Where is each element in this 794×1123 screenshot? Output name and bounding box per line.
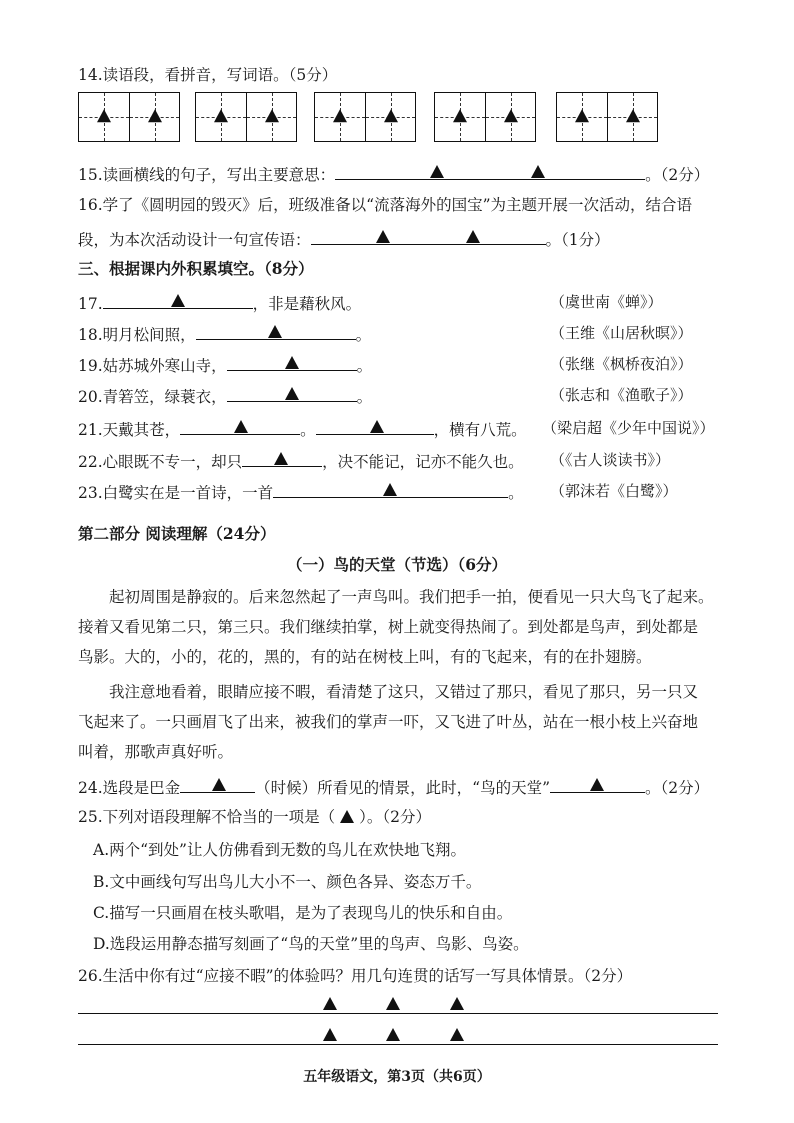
passage-line: 鸟影。大的，小的，花的，黑的，有的站在树枝上叫，有的飞起来，有的在扑翅膀。 bbox=[78, 648, 652, 666]
q15-text: 15.读画横线的句子，写出主要意思： bbox=[78, 166, 336, 184]
passage-title: （一）鸟的天堂（节选）（6分） bbox=[286, 555, 508, 574]
q22-question bbox=[78, 448, 524, 473]
word-box-1[interactable] bbox=[78, 92, 180, 142]
answer-triangle-icon bbox=[450, 1028, 464, 1041]
q23-end: 。 bbox=[508, 484, 524, 502]
char-cell[interactable] bbox=[557, 93, 607, 141]
q20-text: 20.青箬笠，绿蓑衣， bbox=[78, 388, 227, 406]
answer-triangle-icon bbox=[626, 109, 640, 122]
q19-source: （张继《枫桥夜泊》） bbox=[550, 355, 693, 373]
q19-end: 。 bbox=[356, 357, 373, 375]
char-cell[interactable] bbox=[365, 93, 415, 141]
answer-triangle-icon bbox=[376, 230, 390, 243]
q23-answer-blank[interactable] bbox=[273, 479, 508, 498]
char-cell[interactable] bbox=[435, 93, 485, 141]
answer-triangle-icon bbox=[531, 165, 545, 178]
answer-triangle-icon bbox=[333, 109, 347, 122]
q24-question bbox=[78, 774, 709, 799]
q24-answer-blank-1[interactable] bbox=[180, 774, 255, 793]
answer-triangle-icon bbox=[323, 1028, 337, 1041]
q25-option-b[interactable]: B.文中画线句写出鸟儿大小不一、颜色各异、姿态万千。 bbox=[93, 873, 482, 891]
q20-source: （张志和《渔歌子》） bbox=[550, 386, 693, 404]
char-cell[interactable] bbox=[485, 93, 535, 141]
word-box-3[interactable] bbox=[314, 92, 416, 142]
q24-text: 24.选段是巴金 bbox=[78, 779, 181, 797]
answer-triangle-icon bbox=[504, 109, 518, 122]
char-cell[interactable] bbox=[607, 93, 657, 141]
q23-text: 23.白鹭实在是一首诗，一首 bbox=[78, 484, 274, 502]
answer-triangle-icon bbox=[383, 483, 397, 496]
q25-option-a[interactable]: A.两个“到处”让人仿佛看到无数的鸟儿在欢快地飞翔。 bbox=[93, 841, 466, 859]
q20-question bbox=[78, 383, 372, 408]
char-cell[interactable] bbox=[246, 93, 296, 141]
q15-answer-blank[interactable] bbox=[335, 161, 645, 180]
answer-triangle-icon bbox=[212, 778, 226, 791]
q25-option-c[interactable]: C.描写一只画眉在枝头歌唱，是为了表现鸟儿的快乐和自由。 bbox=[93, 904, 513, 922]
q21-mid: 。 bbox=[300, 421, 316, 439]
answer-triangle-icon bbox=[171, 294, 185, 307]
q19-question bbox=[78, 352, 372, 377]
part2-title: 第二部分 阅读理解（24分） bbox=[78, 524, 276, 543]
q26-question: 26.生活中你有过“应接不暇”的体验吗？用几句连贯的话写一写具体情景。（2分） bbox=[78, 967, 633, 985]
q20-answer-blank[interactable] bbox=[227, 383, 357, 402]
q16-line2 bbox=[78, 226, 610, 251]
word-box-2[interactable] bbox=[195, 92, 297, 142]
answer-triangle-icon bbox=[97, 109, 111, 122]
q14-prompt: 14.读语段，看拼音，写词语。（5分） bbox=[78, 66, 338, 84]
q25-question bbox=[78, 806, 431, 828]
q25-answer-slot[interactable] bbox=[335, 806, 359, 828]
answer-triangle-icon bbox=[386, 1028, 400, 1041]
q19-text: 19.姑苏城外寒山寺， bbox=[78, 357, 227, 375]
answer-triangle-icon bbox=[575, 109, 589, 122]
q25-text: 25.下列对语段理解不恰当的一项是（ bbox=[78, 808, 336, 826]
q21-text: 21.天戴其苍， bbox=[78, 421, 181, 439]
q22-answer-blank[interactable] bbox=[242, 448, 322, 467]
answer-triangle-icon bbox=[340, 810, 354, 823]
q24-score: 。（2分） bbox=[645, 779, 710, 797]
q17-number: 17. bbox=[78, 295, 103, 313]
answer-triangle-icon bbox=[450, 997, 464, 1010]
q18-source: （王维《山居秋暝》） bbox=[550, 324, 693, 342]
q19-answer-blank[interactable] bbox=[227, 352, 357, 371]
q26-writing-line-1[interactable] bbox=[78, 997, 718, 1014]
q25-score: ）。（2分） bbox=[359, 808, 432, 826]
answer-triangle-icon bbox=[386, 997, 400, 1010]
answer-triangle-icon bbox=[323, 997, 337, 1010]
q24-answer-blank-2[interactable] bbox=[550, 774, 645, 793]
q16-answer-blank[interactable] bbox=[311, 226, 546, 245]
section3-title: 三、根据课内外积累填空。（8分） bbox=[78, 259, 314, 278]
q21-end: ，横有八荒。 bbox=[433, 421, 527, 439]
passage-line: 接着又看见第二只，第三只。我们继续拍掌，树上就变得热闹了。到处都是鸟声，到处都是 bbox=[78, 618, 699, 636]
passage-paragraph-2 bbox=[78, 677, 718, 767]
answer-triangle-icon bbox=[430, 165, 444, 178]
q15-score: 。（2分） bbox=[645, 166, 710, 184]
answer-triangle-icon bbox=[268, 325, 282, 338]
char-cell[interactable] bbox=[129, 93, 179, 141]
q26-writing-line-2[interactable] bbox=[78, 1028, 718, 1045]
answer-triangle-icon bbox=[148, 109, 162, 122]
word-box-4[interactable] bbox=[434, 92, 536, 142]
char-cell[interactable] bbox=[315, 93, 365, 141]
q22-end: ，决不能记，记亦不能久也。 bbox=[322, 453, 524, 471]
q15-question bbox=[78, 161, 709, 186]
q16-score: 。（1分） bbox=[545, 231, 610, 249]
char-cell[interactable] bbox=[196, 93, 246, 141]
q24-mid: （时候）所看见的情景，此时，“鸟的天堂” bbox=[255, 779, 551, 797]
answer-triangle-icon bbox=[274, 452, 288, 465]
answer-triangle-icon bbox=[234, 420, 248, 433]
q17-text: ，非是藉秋风。 bbox=[252, 295, 362, 313]
q21-answer-blank-1[interactable] bbox=[180, 416, 300, 435]
answer-triangle-icon bbox=[214, 109, 228, 122]
page-footer: 五年级语文，第3页（共6页） bbox=[303, 1069, 491, 1085]
answer-triangle-icon bbox=[384, 109, 398, 122]
q17-question bbox=[78, 290, 361, 315]
q16-line1: 16.学了《圆明园的毁灭》后，班级准备以“流落海外的国宝”为主题开展一次活动，结合语 bbox=[78, 196, 693, 214]
q25-option-d[interactable]: D.选段运用静态描写刻画了“鸟的天堂”里的鸟声、鸟影、鸟姿。 bbox=[93, 935, 529, 953]
q22-text: 22.心眼既不专一，却只 bbox=[78, 453, 243, 471]
passage-line: 起初周围是静寂的。后来忽然起了一声鸟叫。我们把手一拍，便看见一只大鸟飞了起来。 bbox=[109, 588, 714, 606]
passage-line: 叫着，那歌声真好听。 bbox=[78, 743, 234, 761]
answer-triangle-icon bbox=[285, 356, 299, 369]
q17-source: （虞世南《蝉》） bbox=[550, 293, 663, 311]
answer-triangle-icon bbox=[265, 109, 279, 122]
answer-triangle-icon bbox=[453, 109, 467, 122]
answer-triangle-icon bbox=[466, 230, 480, 243]
q23-question bbox=[78, 479, 524, 504]
pinyin-grid-row bbox=[78, 92, 718, 142]
q17-answer-blank[interactable] bbox=[103, 290, 253, 309]
q21-answer-blank-2[interactable] bbox=[316, 416, 434, 435]
passage-line: 我注意地看着，眼睛应接不暇，看清楚了这只，又错过了那只，看见了那只，另一只又 bbox=[109, 683, 699, 701]
q18-question bbox=[78, 321, 371, 346]
answer-triangle-icon bbox=[590, 778, 604, 791]
passage-line: 飞起来了。一只画眉飞了出来，被我们的掌声一吓，又飞进了叶丛，站在一根小枝上兴奋地 bbox=[78, 713, 699, 731]
q16-text: 段，为本次活动设计一句宣传语： bbox=[78, 231, 311, 249]
char-cell[interactable] bbox=[79, 93, 129, 141]
q21-source: （梁启超《少年中国说》） bbox=[542, 419, 715, 437]
answer-triangle-icon bbox=[370, 420, 384, 433]
q21-question bbox=[78, 416, 527, 441]
q18-text: 18.明月松间照， bbox=[78, 326, 196, 344]
answer-triangle-icon bbox=[285, 387, 299, 400]
q18-answer-blank[interactable] bbox=[196, 321, 356, 340]
q20-end: 。 bbox=[356, 388, 373, 406]
q22-source: （《古人谈读书》） bbox=[550, 451, 671, 469]
q18-end: 。 bbox=[355, 326, 372, 344]
passage-paragraph-1 bbox=[78, 582, 718, 672]
q23-source: （郭沫若《白鹭》） bbox=[550, 482, 678, 500]
word-box-5[interactable] bbox=[556, 92, 658, 142]
